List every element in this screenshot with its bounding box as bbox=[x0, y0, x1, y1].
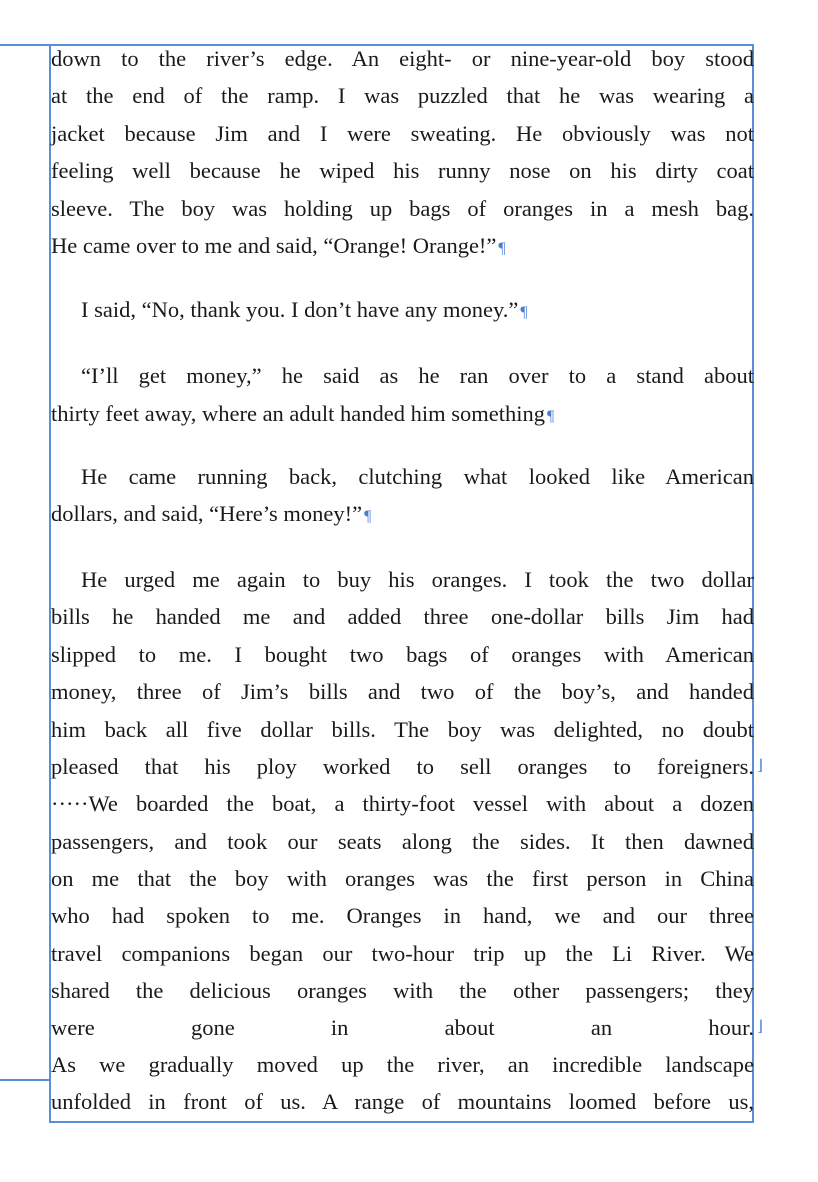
pilcrow-icon: ¶ bbox=[547, 408, 555, 425]
text-line[interactable] bbox=[51, 115, 754, 152]
text-line-content: shared the delicious oranges with the other passengers; they bbox=[51, 978, 754, 1003]
text-line[interactable] bbox=[51, 785, 754, 822]
text-line-content: slipped to me. I bought two bags of oranges with American bbox=[51, 642, 754, 667]
text-line[interactable] bbox=[51, 860, 754, 897]
text-line[interactable] bbox=[51, 395, 754, 432]
text-line[interactable] bbox=[51, 598, 754, 635]
text-line-content: ·····We boarded the boat, a thirty-foot vessel with about a dozen bbox=[51, 791, 754, 816]
text-line[interactable] bbox=[51, 495, 754, 532]
text-line-content: passengers, and took our seats along the sides. It then dawned bbox=[51, 829, 754, 854]
text-line[interactable] bbox=[51, 1046, 754, 1083]
text-line-content: sleeve. The boy was holding up bags of oranges in a mesh bag. bbox=[51, 196, 754, 221]
text-line-content: I said, “No, thank you. I don’t have any money.” bbox=[81, 297, 519, 322]
text-line-content: down to the river’s edge. An eight- or nine-year-old boy stood bbox=[51, 46, 754, 71]
text-line-content: unfolded in front of us. A range of mountains loomed before us, bbox=[51, 1089, 754, 1114]
pilcrow-icon: ¶ bbox=[364, 508, 372, 525]
text-line-content: He came running back, clutching what looked like American bbox=[81, 464, 754, 489]
text-line[interactable] bbox=[51, 291, 754, 328]
text-line[interactable] bbox=[51, 77, 754, 114]
margin-guide-top bbox=[0, 44, 50, 46]
text-line[interactable] bbox=[51, 972, 754, 1009]
text-line-content: on me that the boy with oranges was the first person in China bbox=[51, 866, 754, 891]
text-line[interactable] bbox=[51, 897, 754, 934]
text-line-content: He urged me again to buy his oranges. I took the two dollar bbox=[81, 567, 754, 592]
text-line-content: who had spoken to me. Oranges in hand, we and our three bbox=[51, 903, 754, 928]
text-line[interactable] bbox=[51, 40, 754, 77]
text-line-content: dollars, and said, “Here’s money!” bbox=[51, 501, 363, 526]
text-line[interactable] bbox=[51, 748, 763, 785]
margin-guide-bottom bbox=[0, 1079, 50, 1081]
text-line[interactable] bbox=[51, 1083, 754, 1120]
text-line[interactable] bbox=[51, 636, 754, 673]
text-line-content: money, three of Jim’s bills and two of the boy’s, and handed bbox=[51, 679, 754, 704]
text-line-content: He came over to me and said, “Orange! Orange!” bbox=[51, 233, 497, 258]
text-line[interactable] bbox=[51, 935, 754, 972]
text-line-content: at the end of the ramp. I was puzzled that he was wearing a bbox=[51, 83, 754, 108]
line-break-mark-icon: ⌋ bbox=[757, 1019, 763, 1035]
line-break-mark-icon: ⌋ bbox=[757, 758, 763, 774]
text-line[interactable] bbox=[51, 458, 754, 495]
text-line-content: him back all five dollar bills. The boy was delighted, no doubt bbox=[51, 717, 754, 742]
text-line[interactable] bbox=[51, 673, 754, 710]
pilcrow-icon: ¶ bbox=[520, 304, 528, 321]
text-frame[interactable] bbox=[49, 44, 763, 1121]
text-line[interactable] bbox=[51, 357, 754, 394]
text-line[interactable] bbox=[51, 561, 754, 598]
text-line[interactable] bbox=[51, 227, 754, 264]
pilcrow-icon: ¶ bbox=[498, 240, 506, 257]
text-line[interactable] bbox=[51, 711, 754, 748]
text-line-content: thirty feet away, where an adult handed him something bbox=[51, 401, 546, 426]
text-line-content: pleased that his ploy worked to sell oranges to foreigners. bbox=[51, 754, 754, 779]
text-line-content: travel companions began our two-hour trip up the Li River. We bbox=[51, 941, 754, 966]
text-line-content: “I’ll get money,” he said as he ran over to a stand about bbox=[81, 363, 754, 388]
text-line-content: As we gradually moved up the river, an incredible landscape bbox=[51, 1052, 754, 1077]
text-line[interactable] bbox=[51, 190, 754, 227]
text-line[interactable] bbox=[51, 152, 754, 189]
text-line[interactable] bbox=[51, 1009, 763, 1046]
text-line-content: were gone in about an hour. bbox=[51, 1015, 754, 1040]
text-line-content: jacket because Jim and I were sweating. He obviously was not bbox=[51, 121, 754, 146]
text-line-content: bills he handed me and added three one-dollar bills Jim had bbox=[51, 604, 754, 629]
text-line[interactable] bbox=[51, 823, 754, 860]
text-frame-bottom-edge bbox=[49, 1121, 754, 1123]
text-line-content: feeling well because he wiped his runny nose on his dirty coat bbox=[51, 158, 754, 183]
